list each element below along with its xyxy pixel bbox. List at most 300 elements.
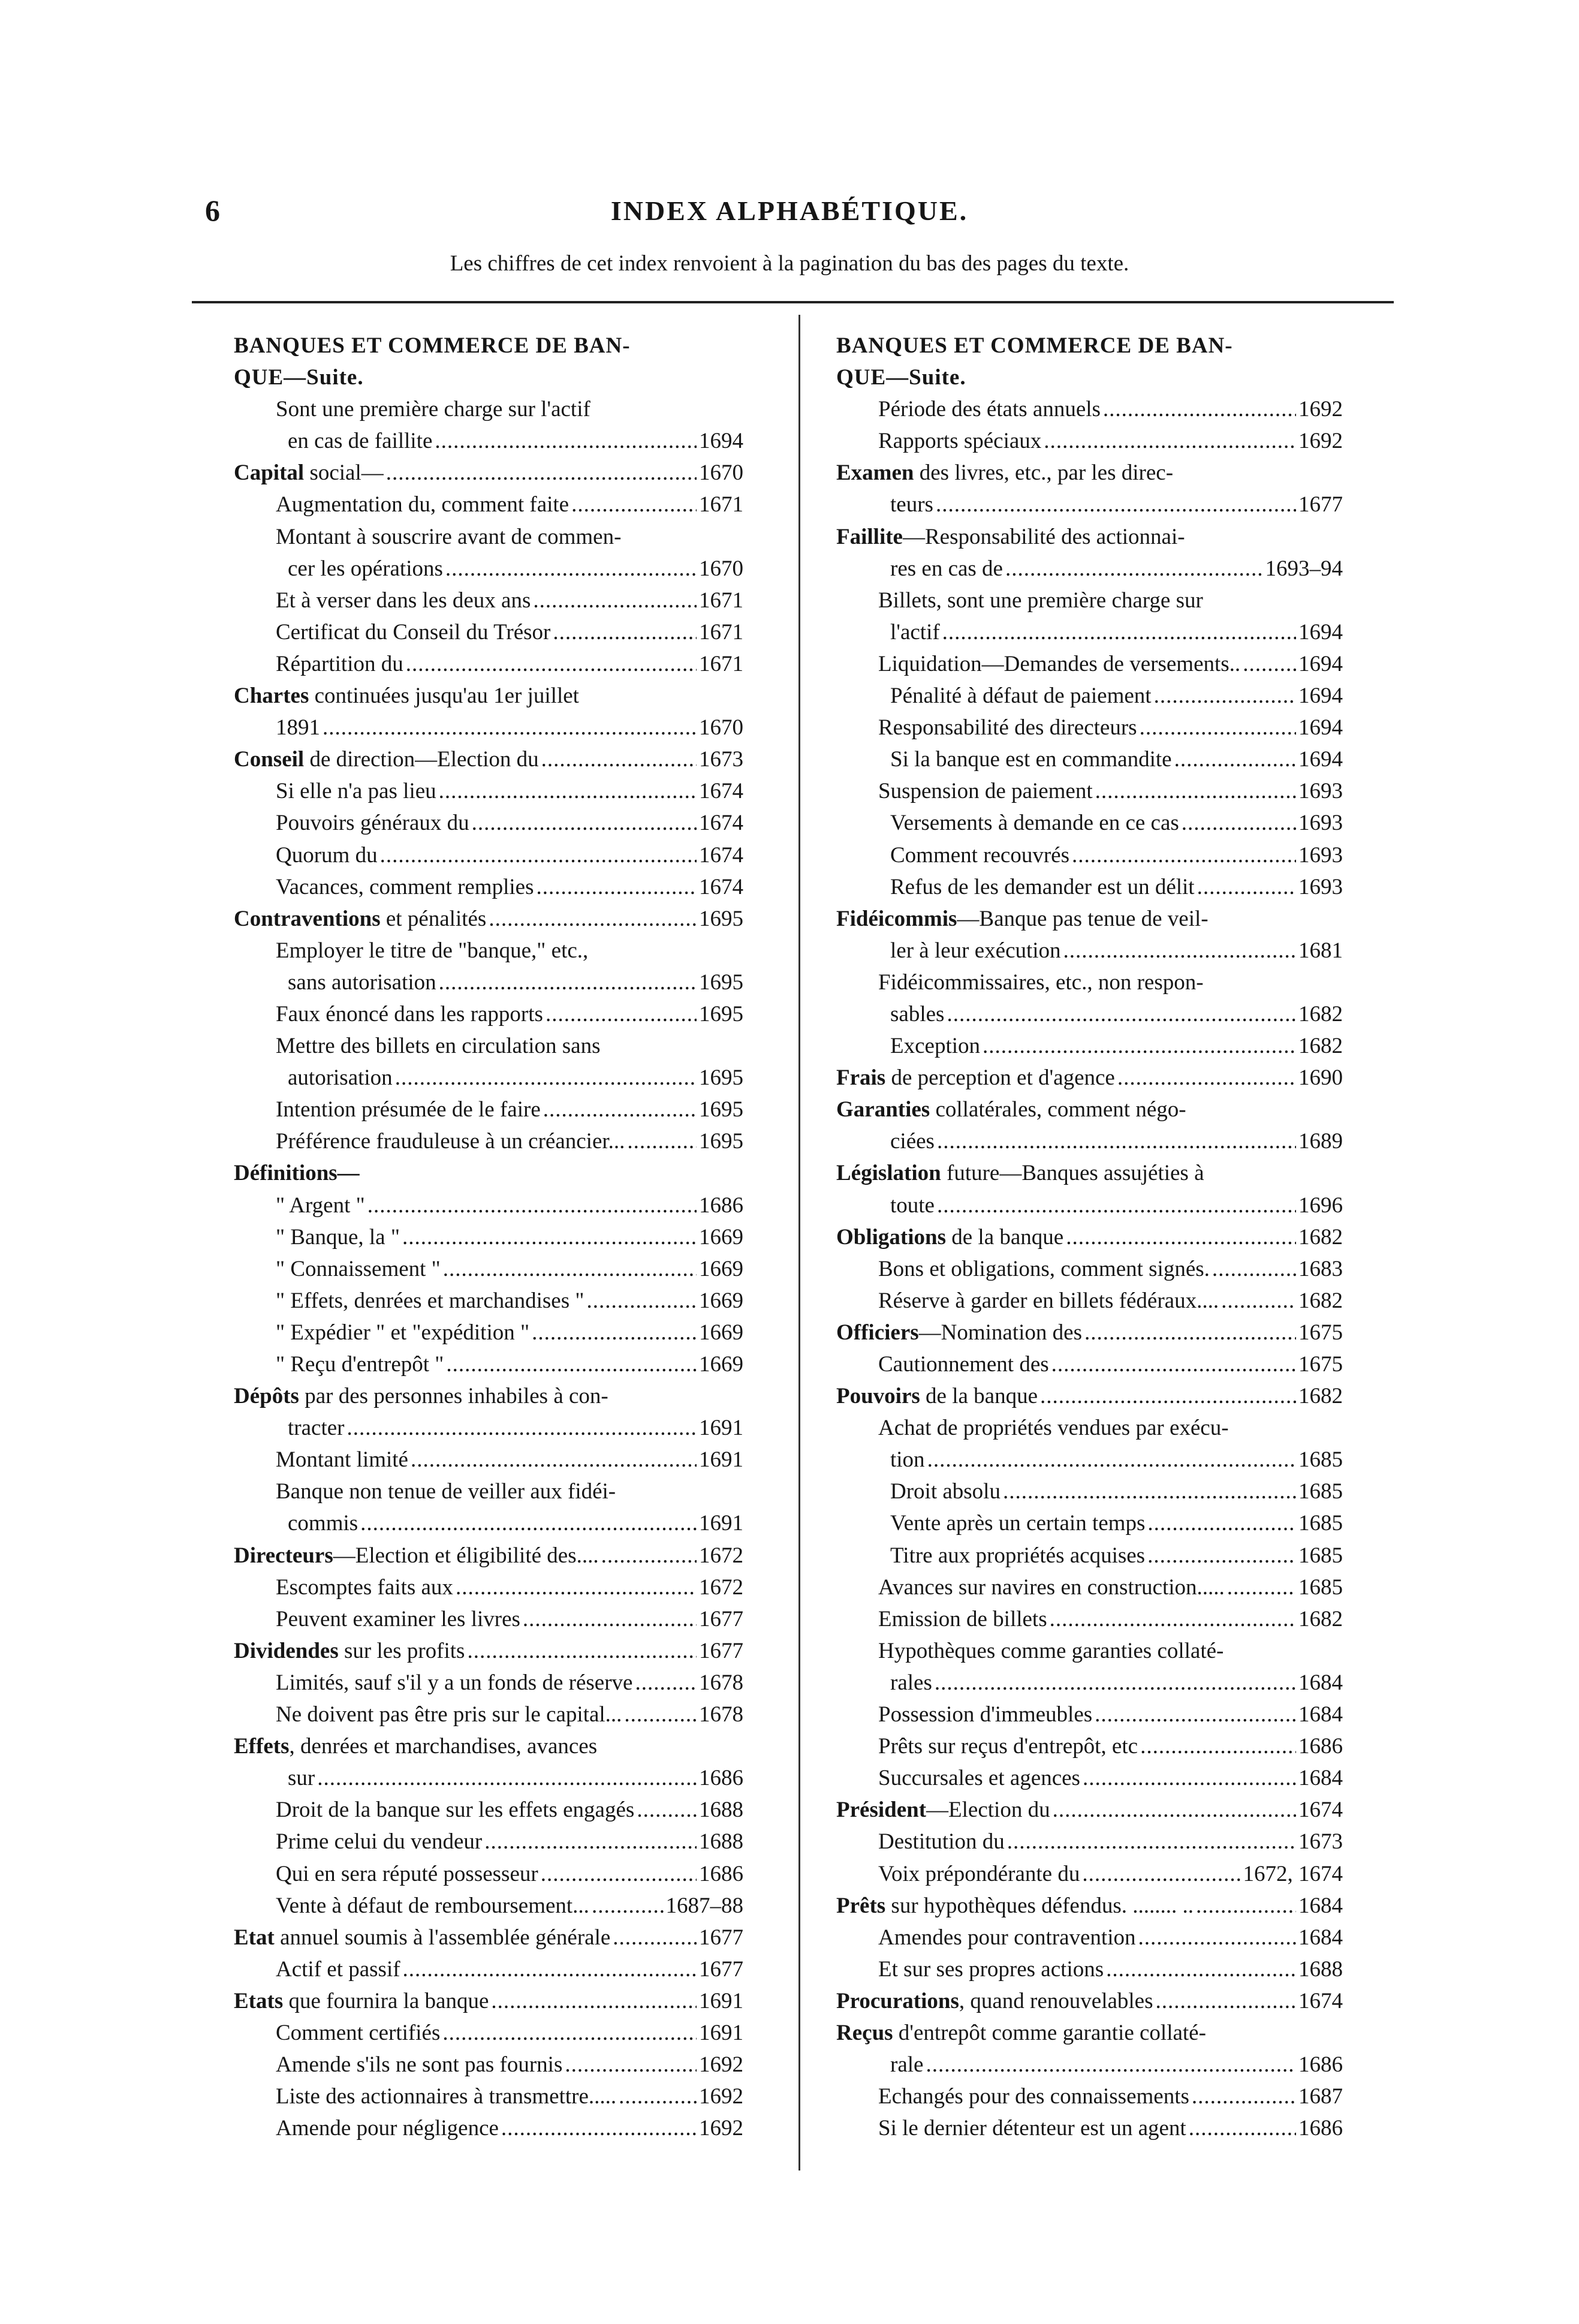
page-reference: 1693–94 (1265, 556, 1343, 581)
entry-keyword: Conseil (234, 747, 305, 772)
leader-dots (1221, 1285, 1296, 1317)
leader-dots (541, 743, 697, 775)
entry-text: Cautionnement des (878, 1352, 1049, 1377)
page-reference: 1695 (699, 970, 743, 995)
index-entry (234, 1062, 743, 1094)
leader-dots (947, 998, 1296, 1030)
leader-dots (1196, 1890, 1296, 1922)
page-reference: 1685 (1298, 1575, 1343, 1600)
index-entry (836, 935, 1343, 967)
entry-text: Hypothèques comme garanties collaté- (878, 1638, 1224, 1663)
entry-text: Période des états annuels (878, 397, 1101, 422)
page-reference: 1670 (699, 715, 743, 740)
entry-text: future—Banques assujéties à (941, 1161, 1204, 1186)
leader-dots (586, 1285, 697, 1317)
leader-dots (543, 1094, 697, 1125)
page-reference: 1684 (1298, 1893, 1343, 1918)
entry-text: Billets, sont une première charge sur (878, 588, 1203, 613)
leader-dots (1005, 553, 1263, 585)
index-entry (234, 1030, 743, 1062)
entry-text: Si le dernier détenteur est un agent (878, 2116, 1186, 2141)
page-reference: 1684 (1298, 1766, 1343, 1791)
entry-keyword: Obligations (836, 1224, 946, 1250)
index-entry (836, 1953, 1343, 1985)
index-entry (836, 1635, 1343, 1667)
entry-text: Intention présumée de le faire (276, 1097, 541, 1122)
leader-dots (1083, 1762, 1296, 1794)
index-entry (234, 1858, 743, 1890)
index-entry (234, 1507, 743, 1539)
entry-text: Amende pour négligence (276, 2116, 499, 2141)
entry-text: Vente après un certain temps (890, 1511, 1146, 1536)
leader-dots (489, 903, 697, 935)
leader-dots (439, 775, 697, 807)
entry-text: sur les profits (338, 1638, 465, 1663)
index-entry (234, 1380, 743, 1412)
page-reference: 1683 (1298, 1256, 1343, 1281)
page-reference: 1692 (699, 2084, 743, 2109)
page-reference: 1682 (1298, 1384, 1343, 1409)
page-reference: 1671 (699, 651, 743, 676)
index-entry (234, 1762, 743, 1794)
entry-text: Possession d'immeubles (878, 1702, 1093, 1727)
page-reference: 1694 (699, 429, 743, 454)
leader-dots (1040, 1380, 1296, 1412)
page-reference: 1684 (1298, 1925, 1343, 1950)
entry-text: Voix prépondérante du (878, 1861, 1080, 1886)
leader-dots (445, 553, 697, 585)
page-reference: 1674 (699, 779, 743, 804)
leader-dots (367, 1190, 697, 1221)
page-reference: 1693 (1298, 811, 1343, 836)
entry-text: rale (890, 2052, 924, 2078)
page-reference: 1672, 1674 (1243, 1861, 1343, 1886)
page-reference: 1677 (699, 1956, 743, 1982)
page-reference: 1692 (1298, 429, 1343, 454)
leader-dots (456, 1572, 697, 1603)
page-reference: 1691 (699, 1447, 743, 1473)
page-reference: 1674 (699, 811, 743, 836)
leader-dots (491, 1985, 697, 2017)
index-entry (836, 521, 1343, 553)
index-entry (234, 903, 743, 935)
entry-text: que fournira la banque (283, 1988, 489, 2013)
index-entry (836, 2017, 1343, 2049)
entry-keyword: Etat (234, 1925, 275, 1950)
leader-dots (565, 2049, 697, 2081)
leader-dots (592, 1890, 664, 1922)
entry-text: Emission de billets (878, 1606, 1047, 1631)
page-reference: 1674 (1298, 1988, 1343, 2013)
page-reference: 1682 (1298, 1606, 1343, 1631)
index-entry (234, 648, 743, 680)
entry-text: d'entrepôt comme garantie collaté- (893, 2020, 1206, 2045)
entry-keyword: Directeurs (234, 1543, 333, 1568)
entry-text: Fidéicommissaires, etc., non respon- (878, 970, 1204, 995)
leader-dots (472, 807, 697, 839)
entry-keyword: Etats (234, 1988, 284, 2013)
entry-text: " Argent " (276, 1193, 365, 1218)
leader-dots (1053, 1794, 1296, 1826)
page-reference: 1694 (1298, 684, 1343, 709)
index-entry (234, 1190, 743, 1221)
entry-keyword: Législation (836, 1161, 941, 1186)
entry-text: Qui en sera réputé possesseur (276, 1861, 538, 1886)
leader-dots (1044, 425, 1296, 457)
index-entry (234, 425, 743, 457)
page-reference: 1686 (699, 1861, 743, 1886)
index-entry (836, 743, 1343, 775)
page-reference: 1691 (699, 1511, 743, 1536)
entry-text: Liste des actionnaires à transmettre..... (276, 2084, 617, 2109)
index-entry (836, 775, 1343, 807)
entry-keyword: Faillite (836, 524, 903, 549)
page-reference: 1688 (1298, 1956, 1343, 1982)
entry-text: Montant à souscrire avant de commen- (276, 524, 622, 549)
leader-dots (536, 871, 697, 903)
entry-text: Ne doivent pas être pris sur le capital... (276, 1702, 622, 1727)
entry-text: de direction—Election du (304, 747, 539, 772)
index-entry (234, 1572, 743, 1603)
page-reference: 1674 (699, 842, 743, 868)
entry-text: continuées jusqu'au 1er juillet (309, 684, 579, 709)
leader-dots (1138, 1922, 1297, 1953)
leader-dots (1192, 2081, 1296, 2112)
leader-dots (532, 1317, 697, 1348)
leader-dots (467, 1635, 697, 1667)
entry-text: par des personnes inhabiles à con- (299, 1384, 608, 1409)
entry-text: " Connaissement " (276, 1256, 441, 1281)
page-reference: 1686 (699, 1193, 743, 1218)
entry-keyword: Dépôts (234, 1384, 299, 1409)
leader-dots (439, 967, 697, 998)
page-reference: 1682 (1298, 1224, 1343, 1250)
page-reference: 1672 (699, 1543, 743, 1568)
entry-text: teurs (890, 492, 933, 517)
entry-text: Escomptes faits aux (276, 1575, 453, 1600)
entry-keyword: Officiers (836, 1320, 919, 1345)
entry-text: Liquidation—Demandes de versements.. (878, 651, 1241, 676)
entry-text: Comment certifiés (276, 2020, 441, 2045)
entry-text: " Expédier " et "expédition " (276, 1320, 530, 1345)
leader-dots (533, 585, 697, 616)
page-reference: 1674 (1298, 1798, 1343, 1823)
leader-dots (395, 1062, 697, 1094)
leader-dots (546, 998, 697, 1030)
index-entry (836, 1922, 1343, 1953)
index-entry (836, 1412, 1343, 1444)
index-entry (234, 935, 743, 967)
leader-dots (1147, 1507, 1296, 1539)
entry-text: commis (288, 1511, 358, 1536)
page-reference: 1686 (699, 1766, 743, 1791)
index-entry (836, 2081, 1343, 2112)
section-heading (234, 362, 743, 393)
entry-text: collatérales, comment négo- (930, 1097, 1186, 1122)
leader-dots (435, 425, 697, 457)
index-entry (234, 998, 743, 1030)
leader-dots (926, 2049, 1296, 2081)
page-reference: 1693 (1298, 779, 1343, 804)
entry-text: Mettre des billets en circulation sans (276, 1034, 601, 1059)
leader-dots (1156, 1985, 1296, 2017)
entry-text: rales (890, 1670, 932, 1695)
page-reference: 1694 (1298, 747, 1343, 772)
entry-text: l'actif (890, 619, 940, 645)
leader-dots (613, 1922, 697, 1953)
leader-dots (541, 1858, 697, 1890)
entry-text: Banque non tenue de veiller aux fidéi- (276, 1479, 616, 1504)
index-entry (836, 1985, 1343, 2017)
entry-text: de la banque (920, 1384, 1038, 1409)
entry-text: autorisation (288, 1065, 393, 1091)
leader-dots (1140, 1730, 1296, 1762)
index-entry (234, 2049, 743, 2081)
page-reference: 1678 (699, 1670, 743, 1695)
index-entry (234, 1953, 743, 1985)
page-reference: 1685 (1298, 1479, 1343, 1504)
leader-dots (1095, 1699, 1296, 1730)
index-entry (234, 1125, 743, 1157)
index-entry (836, 1253, 1343, 1285)
index-entry (234, 585, 743, 616)
index-entry (234, 1667, 743, 1699)
page-reference: 1691 (699, 1988, 743, 2013)
index-entry (836, 998, 1343, 1030)
page-reference: 1669 (699, 1256, 743, 1281)
page-reference: 1672 (699, 1575, 743, 1600)
page-reference: 1695 (699, 1001, 743, 1026)
entry-text: Responsabilité des directeurs (878, 715, 1137, 740)
entry-keyword: Garanties (836, 1097, 930, 1122)
column-separator (798, 315, 800, 2171)
entry-text: toute (890, 1193, 935, 1218)
index-entry (234, 680, 743, 712)
entry-text: Actif et passif (276, 1956, 400, 1982)
leader-dots (402, 1221, 697, 1253)
entry-text: —Nomination des (918, 1320, 1082, 1345)
index-entry (234, 807, 743, 839)
leader-dots (443, 1253, 697, 1285)
entry-keyword: Définitions— (234, 1161, 360, 1186)
leader-dots (346, 1412, 697, 1444)
leader-dots (627, 1125, 697, 1157)
entry-text: Pouvoirs généraux du (276, 811, 469, 836)
page-reference: 1691 (699, 2020, 743, 2045)
leader-dots (1063, 935, 1296, 967)
leader-dots (983, 1030, 1296, 1062)
index-entry (234, 2017, 743, 2049)
page-title: INDEX ALPHABÉTIQUE. (610, 195, 969, 226)
index-entry (234, 967, 743, 998)
entry-text: Vente à défaut de remboursement... (276, 1893, 589, 1918)
page-reference: 1670 (699, 460, 743, 486)
entry-text: Versements à demande en ce cas (890, 811, 1179, 836)
page-reference: 1694 (1298, 715, 1343, 740)
index-entry (234, 1253, 743, 1285)
index-entry (836, 1221, 1343, 1253)
index-entry (836, 457, 1343, 489)
entry-keyword: Chartes (234, 684, 309, 709)
leader-dots (1243, 648, 1296, 680)
leader-dots (1051, 1348, 1296, 1380)
entry-keyword: Procurations (836, 1988, 959, 2013)
index-entry (234, 1157, 743, 1189)
index-entry (836, 2049, 1343, 2081)
leader-dots (927, 1444, 1296, 1476)
page-reference: 1694 (1298, 651, 1343, 676)
entry-text: —Election du (926, 1798, 1050, 1823)
leader-dots (1117, 1062, 1296, 1094)
leader-dots (937, 1190, 1296, 1221)
entry-text: ler à leur exécution (890, 938, 1061, 963)
index-entry (234, 1922, 743, 1953)
entry-text: Destitution du (878, 1829, 1005, 1855)
entry-text: Echangés pour des connaissements (878, 2084, 1189, 2109)
leader-dots (1066, 1221, 1296, 1253)
entry-text: Bons et obligations, comment signés. (878, 1256, 1210, 1281)
entry-text: Vacances, comment remplies (276, 874, 534, 899)
index-entry (836, 2112, 1343, 2144)
entry-text: Achat de propriétés vendues par exécu- (878, 1416, 1229, 1441)
index-entry (234, 521, 743, 553)
leader-dots (403, 1953, 697, 1985)
entry-text: 1891 (276, 715, 320, 740)
entry-text: Si elle n'a pas lieu (276, 779, 436, 804)
leader-dots (601, 1540, 697, 1572)
index-entry (234, 1094, 743, 1125)
entry-text: ciées (890, 1129, 935, 1154)
index-entry (836, 839, 1343, 871)
index-entry (234, 616, 743, 648)
entry-text: sur (288, 1766, 315, 1791)
leader-dots (1103, 393, 1296, 425)
entry-text: Quorum du (276, 842, 378, 868)
index-entry (836, 585, 1343, 616)
page-reference: 1675 (1298, 1320, 1343, 1345)
page-reference: 1694 (1298, 619, 1343, 645)
page-number: 6 (205, 194, 220, 227)
entry-text: Refus de les demander est un délit (890, 874, 1195, 899)
page-reference: 1673 (1298, 1829, 1343, 1855)
entry-text: Limités, sauf s'il y a un fonds de réserve (276, 1670, 633, 1695)
leader-dots (937, 1125, 1296, 1157)
leader-dots (1003, 1476, 1296, 1507)
index-entry (836, 616, 1343, 648)
leader-dots (501, 2112, 697, 2144)
leader-dots (1154, 680, 1296, 712)
entry-text: social— (304, 460, 384, 486)
index-entry (234, 2081, 743, 2112)
leader-dots (553, 616, 697, 648)
index-entry (234, 1890, 743, 1922)
entry-keyword: Reçus (836, 2020, 893, 2045)
page-subtitle: Les chiffres de cet index renvoient à la pagination du bas des pages du texte. (450, 251, 1129, 276)
index-entry (836, 1540, 1343, 1572)
leader-dots (1212, 1253, 1296, 1285)
page-reference: 1669 (699, 1352, 743, 1377)
entry-text: Prêts sur reçus d'entrepôt, etc (878, 1734, 1138, 1759)
index-entry (836, 1157, 1343, 1189)
right-column (836, 330, 1343, 2144)
index-entry (234, 489, 743, 520)
leader-dots (523, 1603, 697, 1635)
index-entry (836, 1667, 1343, 1699)
page-reference: 1675 (1298, 1352, 1343, 1377)
page-reference: 1692 (699, 2116, 743, 2141)
entry-text: Et sur ses propres actions (878, 1956, 1104, 1982)
index-entry (836, 1507, 1343, 1539)
page-reference: 1685 (1298, 1511, 1343, 1536)
entry-text: Suspension de paiement (878, 779, 1093, 804)
leader-dots (1182, 807, 1296, 839)
entry-text: —Banque pas tenue de veil- (957, 906, 1209, 931)
leader-dots (942, 616, 1296, 648)
header-rule (192, 301, 1394, 303)
entry-text: Amende s'ils ne sont pas fournis (276, 2052, 563, 2078)
leader-dots (1227, 1572, 1296, 1603)
entry-keyword: Effets (234, 1734, 290, 1759)
leader-dots (1084, 1317, 1296, 1348)
leader-dots (637, 1794, 697, 1826)
entry-text: —Responsabilité des actionnai- (902, 524, 1185, 549)
leader-dots (635, 1667, 697, 1699)
leader-dots (323, 712, 697, 743)
entry-keyword: Capital (234, 460, 305, 486)
entry-keyword: Président (836, 1798, 927, 1823)
page-reference: 1695 (699, 1097, 743, 1122)
page-reference: 1695 (699, 1129, 743, 1154)
leader-dots (1095, 775, 1296, 807)
index-entry (234, 1985, 743, 2017)
entry-text: tracter (288, 1416, 345, 1441)
index-entry (836, 648, 1343, 680)
leader-dots (406, 648, 697, 680)
page-reference: 1673 (699, 747, 743, 772)
entry-text: de la banque (946, 1224, 1064, 1250)
heading-text: BANQUES ET COMMERCE DE BAN- (234, 333, 631, 358)
index-entry (836, 1858, 1343, 1890)
page-reference: 1692 (699, 2052, 743, 2078)
page-reference: 1677 (699, 1606, 743, 1631)
page-reference: 1669 (699, 1288, 743, 1313)
entry-text: " Banque, la " (276, 1224, 400, 1250)
entry-keyword: Frais (836, 1065, 886, 1091)
leader-dots (386, 457, 697, 489)
page-reference: 1692 (1298, 397, 1343, 422)
index-entry (234, 1540, 743, 1572)
leader-dots (380, 839, 697, 871)
leader-dots (1147, 1540, 1296, 1572)
page-reference: 1674 (699, 874, 743, 899)
index-entry (836, 807, 1343, 839)
leader-dots (411, 1444, 697, 1476)
index-entry (234, 1412, 743, 1444)
entry-text: Et à verser dans les deux ans (276, 588, 531, 613)
page-reference: 1682 (1298, 1001, 1343, 1026)
index-entry (836, 1094, 1343, 1125)
index-entry (836, 1826, 1343, 1858)
leader-dots (1189, 2112, 1296, 2144)
index-entry (836, 680, 1343, 712)
index-entry (234, 1603, 743, 1635)
index-entry (836, 1348, 1343, 1380)
leader-dots (1106, 1953, 1296, 1985)
index-entry (836, 871, 1343, 903)
page-reference: 1696 (1298, 1193, 1343, 1218)
index-entry (234, 393, 743, 425)
entry-text: " Effets, denrées et marchandises " (276, 1288, 584, 1313)
